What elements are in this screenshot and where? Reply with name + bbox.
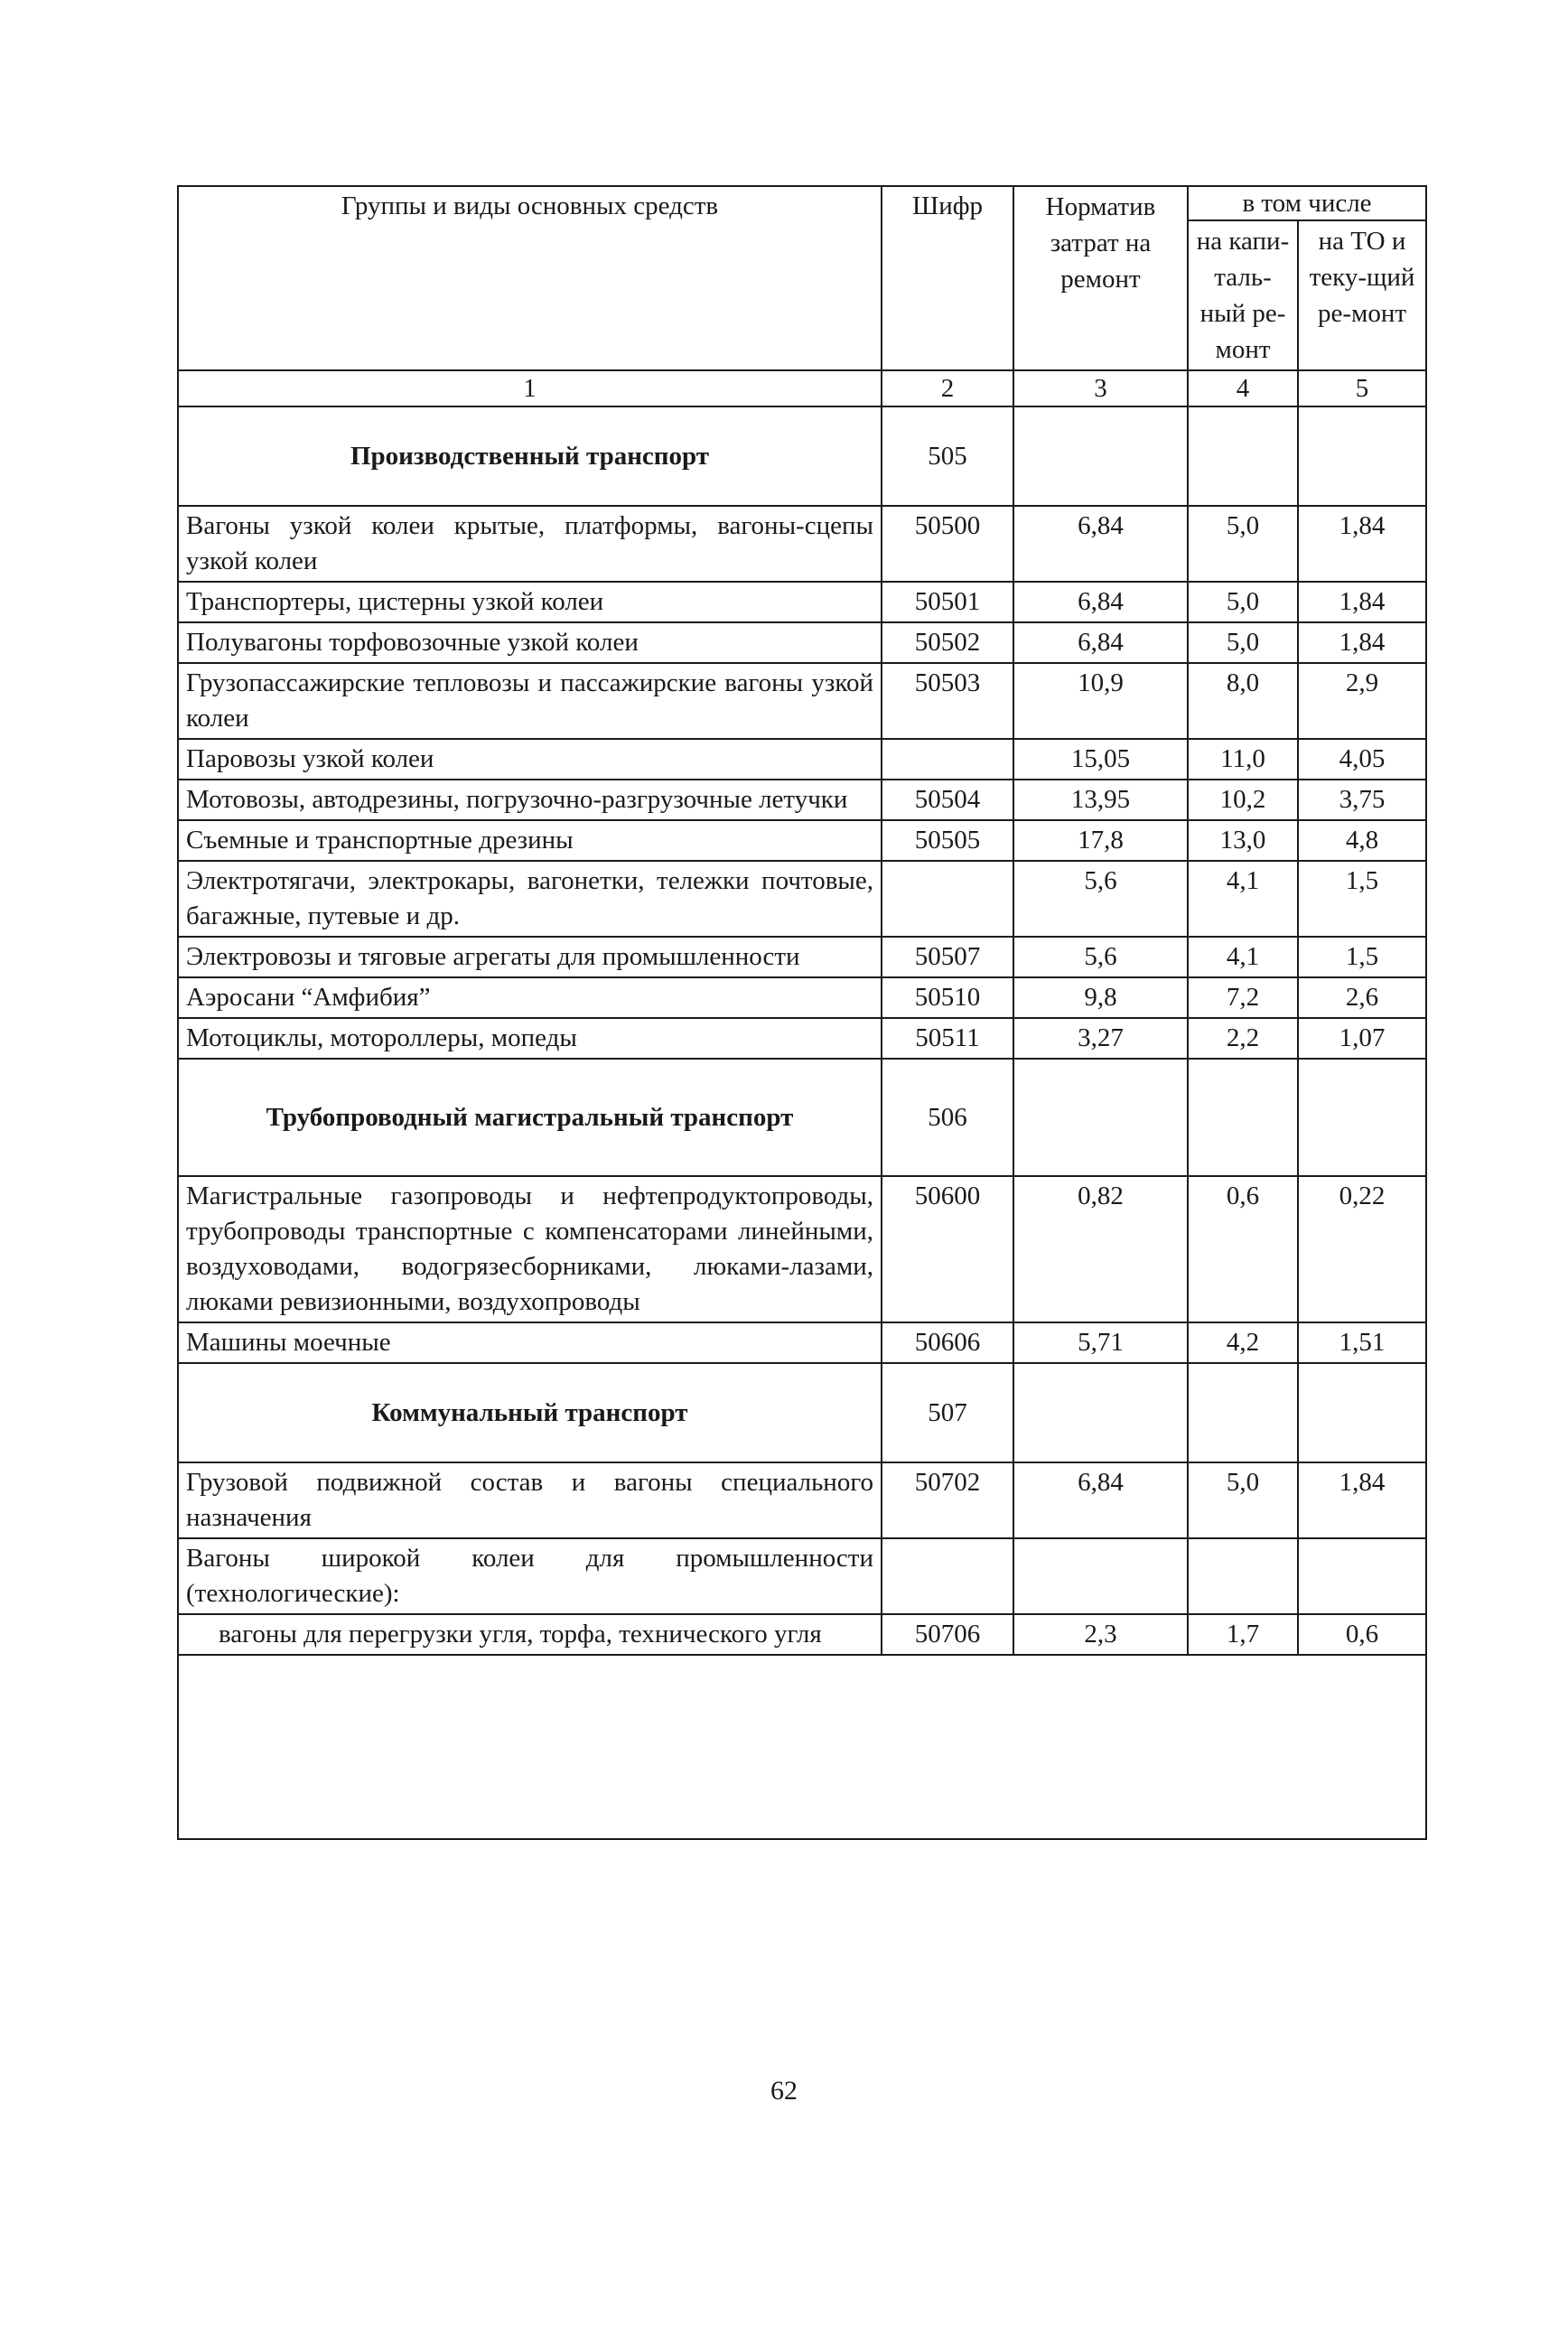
row-name: Электровозы и тяговые агрегаты для промышленности	[178, 937, 882, 977]
table-row	[178, 1322, 1426, 1363]
row-capital: 11,0	[1188, 739, 1298, 780]
row-maintenance: 0,22	[1298, 1176, 1426, 1322]
empty-cell	[1013, 1059, 1188, 1176]
row-capital: 5,0	[1188, 622, 1298, 663]
group-code: 505	[882, 406, 1013, 506]
empty-cell	[1298, 406, 1426, 506]
row-maintenance: 1,07	[1298, 1018, 1426, 1059]
row-maintenance: 1,5	[1298, 861, 1426, 937]
table-row	[178, 937, 1426, 977]
header-maintenance-repair: на ТО и теку-щий ре-монт	[1298, 220, 1426, 370]
column-numbers-row	[178, 370, 1426, 406]
row-norm: 9,8	[1013, 977, 1188, 1018]
row-code: 50706	[882, 1614, 1013, 1655]
column-number: 3	[1013, 370, 1188, 406]
row-name: вагоны для перегрузки угля, торфа, технического угля	[178, 1614, 882, 1655]
row-name: Мотоциклы, мотороллеры, мопеды	[178, 1018, 882, 1059]
row-norm: 0,82	[1013, 1176, 1188, 1322]
row-name: Вагоны широкой колеи для промышленности (технологические):	[178, 1538, 882, 1614]
table-row	[178, 1176, 1426, 1322]
header-group-name: Группы и виды основных средств	[178, 186, 882, 370]
row-norm: 5,71	[1013, 1322, 1188, 1363]
table-body	[178, 406, 1426, 1839]
row-maintenance: 1,84	[1298, 1462, 1426, 1538]
group-title: Трубопроводный магистральный транспорт	[178, 1059, 882, 1176]
empty-cell	[1298, 1059, 1426, 1176]
row-norm: 6,84	[1013, 622, 1188, 663]
row-maintenance: 4,8	[1298, 820, 1426, 861]
row-name: Полувагоны торфовозочные узкой колеи	[178, 622, 882, 663]
row-name: Аэросани “Амфибия”	[178, 977, 882, 1018]
group-header-row	[178, 1363, 1426, 1462]
row-capital: 8,0	[1188, 663, 1298, 739]
column-number: 4	[1188, 370, 1298, 406]
table-row	[178, 780, 1426, 820]
row-norm	[1013, 1538, 1188, 1614]
group-code: 507	[882, 1363, 1013, 1462]
row-code: 50600	[882, 1176, 1013, 1322]
row-capital: 10,2	[1188, 780, 1298, 820]
row-capital: 5,0	[1188, 506, 1298, 582]
empty-cell	[1188, 406, 1298, 506]
row-name: Магистральные газопроводы и нефтепродуктопроводы, трубопроводы транспортные с компенсаторами линейными, воздуховодами, водогрязесборниками, люками-лазами, люками ревизионными, воздухопроводы	[178, 1176, 882, 1322]
table-row	[178, 739, 1426, 780]
row-capital: 2,2	[1188, 1018, 1298, 1059]
row-norm: 10,9	[1013, 663, 1188, 739]
row-capital: 4,2	[1188, 1322, 1298, 1363]
repair-norms-table	[177, 185, 1427, 1840]
row-code: 50500	[882, 506, 1013, 582]
header-capital-repair: на капи-таль-ный ре-монт	[1188, 220, 1298, 370]
empty-cell	[178, 1655, 1426, 1839]
column-number: 1	[178, 370, 882, 406]
row-norm: 2,3	[1013, 1614, 1188, 1655]
row-name: Машины моечные	[178, 1322, 882, 1363]
group-header-row	[178, 1059, 1426, 1176]
row-maintenance: 1,51	[1298, 1322, 1426, 1363]
row-name: Грузовой подвижной состав и вагоны специального назначения	[178, 1462, 882, 1538]
table-row	[178, 1462, 1426, 1538]
row-code: 50501	[882, 582, 1013, 622]
table-row	[178, 506, 1426, 582]
row-capital	[1188, 1538, 1298, 1614]
table-row	[178, 820, 1426, 861]
empty-cell	[1298, 1363, 1426, 1462]
empty-cell	[1188, 1363, 1298, 1462]
table-row	[178, 1614, 1426, 1655]
row-code: 50511	[882, 1018, 1013, 1059]
row-code: 50505	[882, 820, 1013, 861]
group-title: Коммунальный транспорт	[178, 1363, 882, 1462]
row-name: Грузопассажирские тепловозы и пассажирские вагоны узкой колеи	[178, 663, 882, 739]
empty-cell	[1013, 1363, 1188, 1462]
row-norm: 13,95	[1013, 780, 1188, 820]
row-capital: 4,1	[1188, 861, 1298, 937]
group-header-row	[178, 406, 1426, 506]
row-name: Транспортеры, цистерны узкой колеи	[178, 582, 882, 622]
row-norm: 5,6	[1013, 937, 1188, 977]
row-norm: 3,27	[1013, 1018, 1188, 1059]
header-including: в том числе	[1188, 186, 1426, 220]
row-code: 50504	[882, 780, 1013, 820]
row-code	[882, 739, 1013, 780]
row-name: Вагоны узкой колеи крытые, платформы, вагоны-сцепы узкой колеи	[178, 506, 882, 582]
row-norm: 6,84	[1013, 506, 1188, 582]
row-norm: 17,8	[1013, 820, 1188, 861]
row-maintenance: 4,05	[1298, 739, 1426, 780]
row-maintenance: 3,75	[1298, 780, 1426, 820]
header-row-1	[178, 186, 1426, 220]
table-row	[178, 861, 1426, 937]
empty-cell	[1188, 1059, 1298, 1176]
row-name: Мотовозы, автодрезины, погрузочно-разгрузочные летучки	[178, 780, 882, 820]
norms-table-sheet	[177, 185, 1425, 1840]
row-maintenance: 1,5	[1298, 937, 1426, 977]
group-title: Производственный транспорт	[178, 406, 882, 506]
row-code: 50606	[882, 1322, 1013, 1363]
row-capital: 5,0	[1188, 582, 1298, 622]
row-code: 50502	[882, 622, 1013, 663]
table-row	[178, 622, 1426, 663]
page-number: 62	[770, 2076, 798, 2106]
empty-tail-row	[178, 1655, 1426, 1839]
row-name: Паровозы узкой колеи	[178, 739, 882, 780]
row-code: 50510	[882, 977, 1013, 1018]
row-capital: 7,2	[1188, 977, 1298, 1018]
row-capital: 4,1	[1188, 937, 1298, 977]
row-capital: 13,0	[1188, 820, 1298, 861]
row-code: 50503	[882, 663, 1013, 739]
header-norm: Норматив затрат на ремонт	[1013, 186, 1188, 370]
row-maintenance: 2,6	[1298, 977, 1426, 1018]
row-maintenance: 0,6	[1298, 1614, 1426, 1655]
row-capital: 0,6	[1188, 1176, 1298, 1322]
row-capital: 5,0	[1188, 1462, 1298, 1538]
row-maintenance: 1,84	[1298, 506, 1426, 582]
row-maintenance: 2,9	[1298, 663, 1426, 739]
empty-cell	[1013, 406, 1188, 506]
group-code: 506	[882, 1059, 1013, 1176]
header-code: Шифр	[882, 186, 1013, 370]
column-number: 2	[882, 370, 1013, 406]
table-row	[178, 1538, 1426, 1614]
table-row	[178, 582, 1426, 622]
row-maintenance	[1298, 1538, 1426, 1614]
table-row	[178, 1018, 1426, 1059]
row-norm: 6,84	[1013, 582, 1188, 622]
row-name: Электротягачи, электрокары, вагонетки, тележки почтовые, багажные, путевые и др.	[178, 861, 882, 937]
row-maintenance: 1,84	[1298, 622, 1426, 663]
row-norm: 15,05	[1013, 739, 1188, 780]
row-norm: 5,6	[1013, 861, 1188, 937]
row-maintenance: 1,84	[1298, 582, 1426, 622]
row-capital: 1,7	[1188, 1614, 1298, 1655]
row-code: 50507	[882, 937, 1013, 977]
row-name: Съемные и транспортные дрезины	[178, 820, 882, 861]
row-code	[882, 861, 1013, 937]
row-code	[882, 1538, 1013, 1614]
row-norm: 6,84	[1013, 1462, 1188, 1538]
table-row	[178, 663, 1426, 739]
table-row	[178, 977, 1426, 1018]
row-code: 50702	[882, 1462, 1013, 1538]
column-number: 5	[1298, 370, 1426, 406]
